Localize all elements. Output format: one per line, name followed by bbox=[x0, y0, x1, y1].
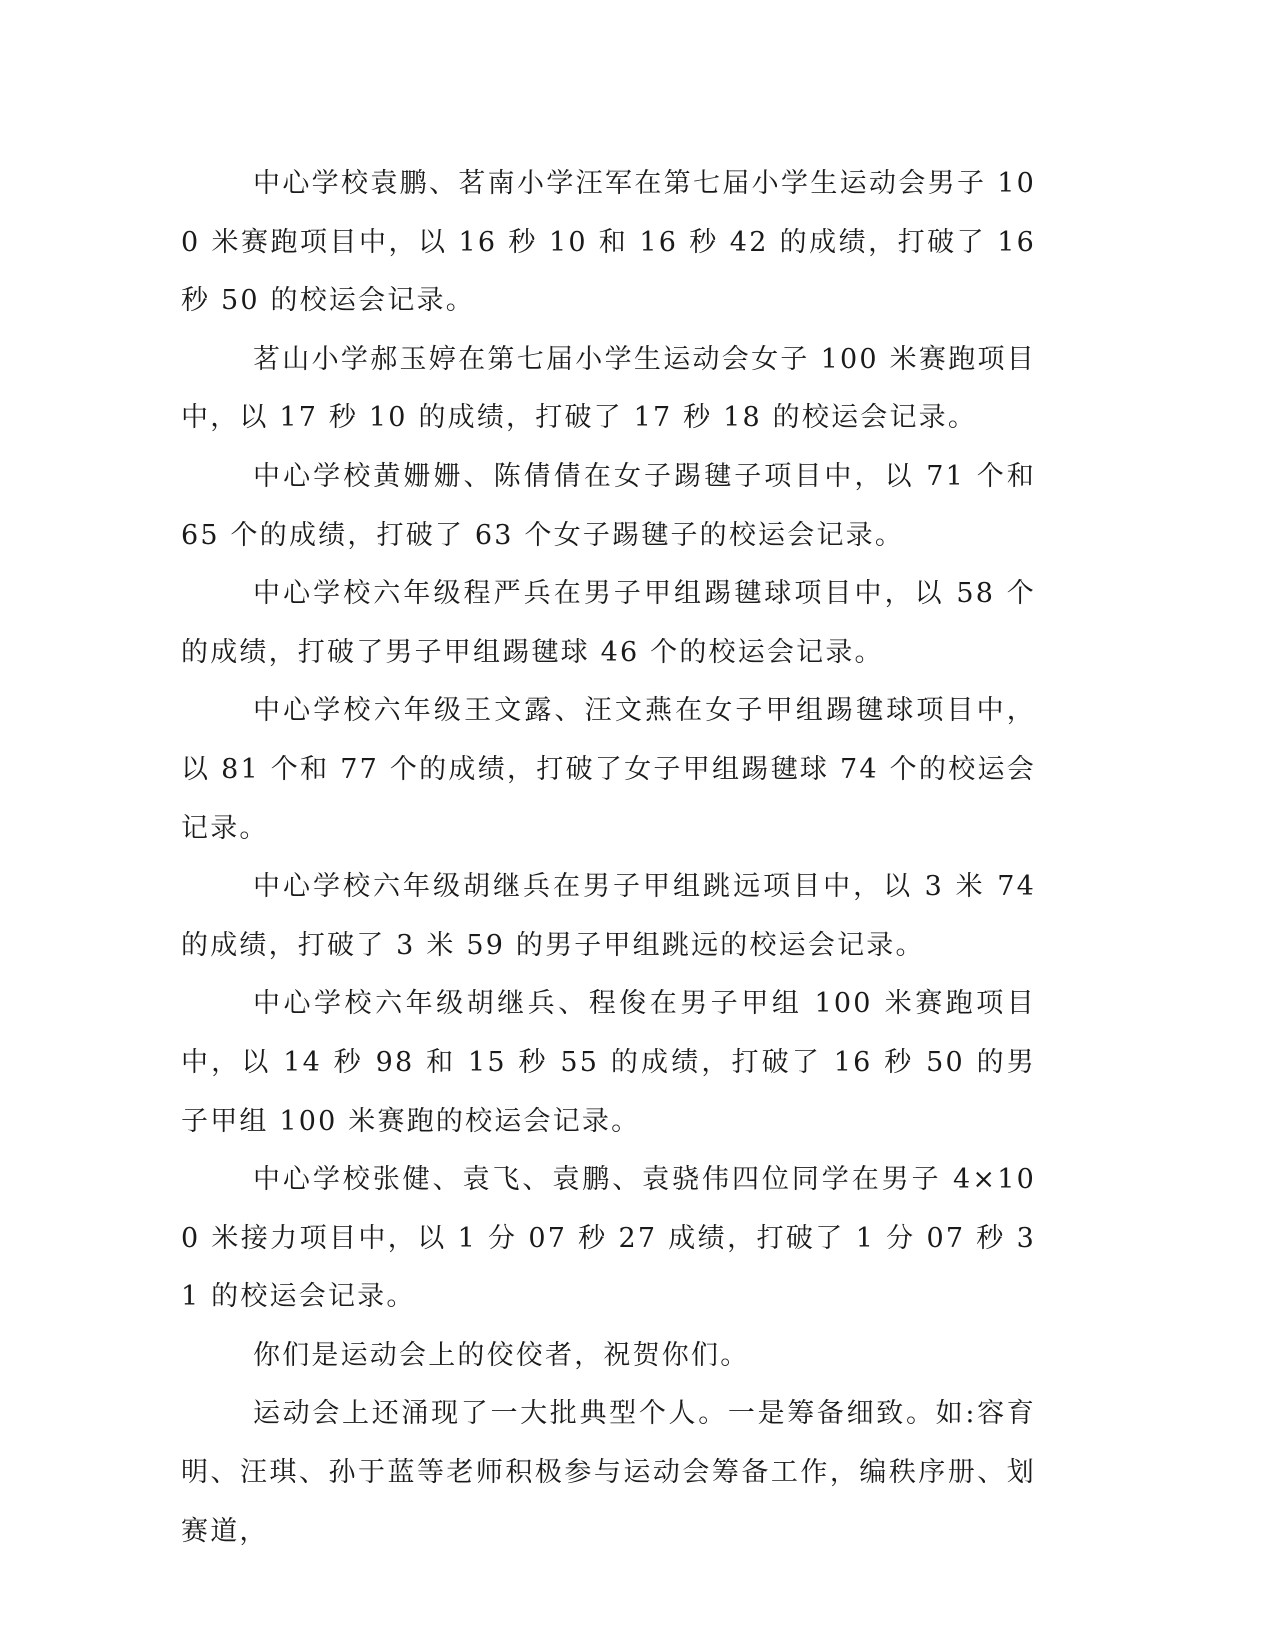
paragraph-6: 中心学校六年级胡继兵在男子甲组跳远项目中，以 3 米 74 的成绩，打破了 3 米 59 的男子甲组跳远的校运会记录。 bbox=[181, 871, 1036, 961]
paragraph-8: 中心学校张健、袁飞、袁鹏、袁骁伟四位同学在男子 4×100 米接力项目中，以 1 分 07 秒 27 成绩，打破了 1 分 07 秒 31 的校运会记录。 bbox=[181, 1164, 1036, 1313]
paragraph-4: 中心学校六年级程严兵在男子甲组踢毽球项目中，以 58 个的成绩，打破了男子甲组踢毽球 46 个的校运会记录。 bbox=[181, 578, 1036, 668]
paragraph-9: 你们是运动会上的佼佼者，祝贺你们。 bbox=[253, 1339, 750, 1371]
paragraph-1: 中心学校袁鹏、茗南小学汪军在第七届小学生运动会男子 100 米赛跑项目中，以 16 秒 10 和 16 秒 42 的成绩，打破了 16 秒 50 的校运会记录。 bbox=[181, 168, 1036, 317]
document-body bbox=[181, 155, 1036, 1561]
paragraph-2: 茗山小学郝玉婷在第七届小学生运动会女子 100 米赛跑项目中，以 17 秒 10 的成绩，打破了 17 秒 18 的校运会记录。 bbox=[181, 343, 1036, 434]
paragraph-3: 中心学校黄姗姗、陈倩倩在女子踢毽子项目中，以 71 个和 65 个的成绩，打破了 63 个女子踢毽子的校运会记录。 bbox=[181, 460, 1036, 551]
paragraph-7: 中心学校六年级胡继兵、程俊在男子甲组 100 米赛跑项目中，以 14 秒 98 和 15 秒 55 的成绩，打破了 16 秒 50 的男子甲组 100 米赛跑的校运会记录。 bbox=[181, 988, 1036, 1137]
paragraph-10: 运动会上还涌现了一大批典型个人。一是筹备细致。如:容育明、汪琪、孙于蓝等老师积极参与运动会筹备工作，编秩序册、划赛道， bbox=[181, 1398, 1036, 1547]
paragraph-5: 中心学校六年级王文露、汪文燕在女子甲组踢毽球项目中，以 81 个和 77 个的成绩，打破了女子甲组踢毽球 74 个的校运会记录。 bbox=[181, 695, 1036, 844]
